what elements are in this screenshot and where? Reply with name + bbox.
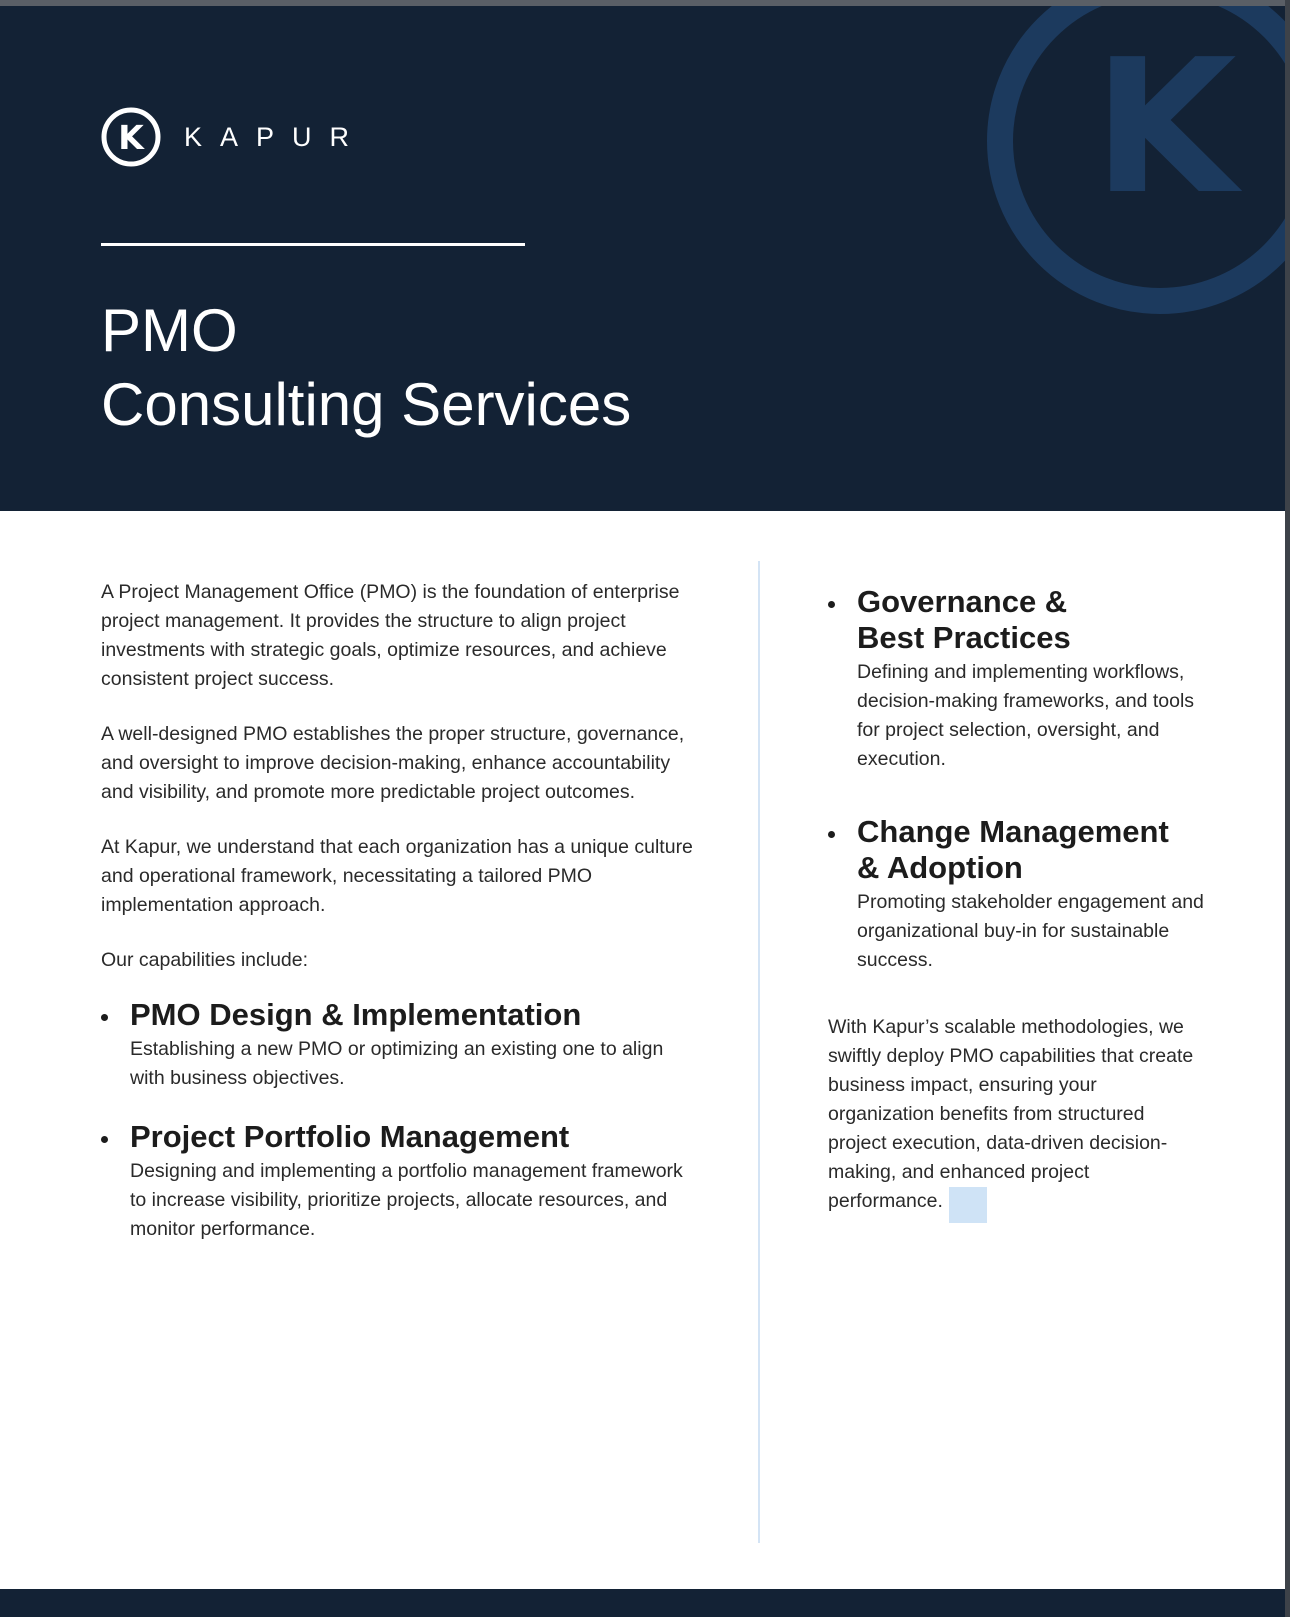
capability-description: Establishing a new PMO or optimizing an existing one to align with business objectives. <box>130 1038 664 1089</box>
bullet-icon <box>828 601 835 608</box>
pmo-paragraph: A well-designed PMO establishes the proper structure, governance, and oversight to improve decision-making, enhance accountability and visibility, and promote more predictable project outcomes. <box>101 723 685 803</box>
capabilities-list-continued <box>828 584 1208 975</box>
capability-title-line-1: Governance & <box>857 584 1068 619</box>
capability-title: PMO Design & Implementation <box>130 997 582 1032</box>
capability-title <box>857 584 1208 656</box>
logo-watermark <box>960 6 1285 326</box>
capability-title-line-2: & Adoption <box>857 850 1023 885</box>
approach-paragraph: At Kapur, we understand that each organization has a unique culture and operational framework, necessitating a tailored PMO implementation approach. <box>101 836 693 916</box>
capabilities-intro: Our capabilities include: <box>101 949 309 971</box>
capability-description: Promoting stakeholder engagement and organizational buy-in for sustainable success. <box>857 891 1204 971</box>
logo-glyph: K <box>118 118 144 157</box>
bullet-icon <box>101 1014 108 1021</box>
capability-title-line-1: Change Management <box>857 814 1169 849</box>
hero-header <box>0 6 1285 511</box>
window-right-edge <box>1285 0 1290 1617</box>
page-title-line-2: Consulting Services <box>101 371 632 438</box>
closing-paragraph <box>828 1013 1208 1223</box>
header-divider <box>101 243 525 246</box>
intro-paragraph: A Project Management Office (PMO) is the foundation of enterprise project management. It provides the structure to align project investments with strategic goals, optimize resources, and achieve consistent project success. <box>101 581 680 690</box>
capability-item <box>828 814 1208 975</box>
page-title-line-1: PMO <box>101 297 238 364</box>
closing-text: With Kapur’s scalable methodologies, we swiftly deploy PMO capabilities that create business impact, ensuring your organization benefits from structured project execution, data-driven decision-making, and enhanced project performance. <box>828 1016 1194 1212</box>
capability-item <box>101 1119 701 1244</box>
capability-item <box>101 997 701 1093</box>
right-column <box>828 584 1208 1223</box>
column-divider <box>758 561 760 1543</box>
capability-title-line-2: Best Practices <box>857 620 1071 655</box>
watermark-glyph: K <box>1093 19 1237 235</box>
capability-item <box>828 584 1208 774</box>
left-column <box>101 578 701 1244</box>
bullet-icon <box>101 1136 108 1143</box>
capability-title: Project Portfolio Management <box>130 1119 570 1154</box>
page-title <box>101 294 631 442</box>
kapur-logo-icon <box>100 106 162 168</box>
capability-description: Designing and implementing a portfolio management framework to increase visibility, prioritize projects, allocate resources, and monitor performance. <box>130 1160 683 1240</box>
kapur-logo <box>100 106 367 168</box>
capability-title <box>857 814 1208 886</box>
brand-name: KAPUR <box>184 121 368 152</box>
bullet-icon <box>828 831 835 838</box>
text-selection-cursor <box>949 1187 987 1223</box>
footer-bar <box>0 1589 1290 1617</box>
capabilities-list <box>101 997 701 1244</box>
capability-description: Defining and implementing workflows, decision-making frameworks, and tools for project selection, oversight, and execution. <box>857 661 1195 770</box>
